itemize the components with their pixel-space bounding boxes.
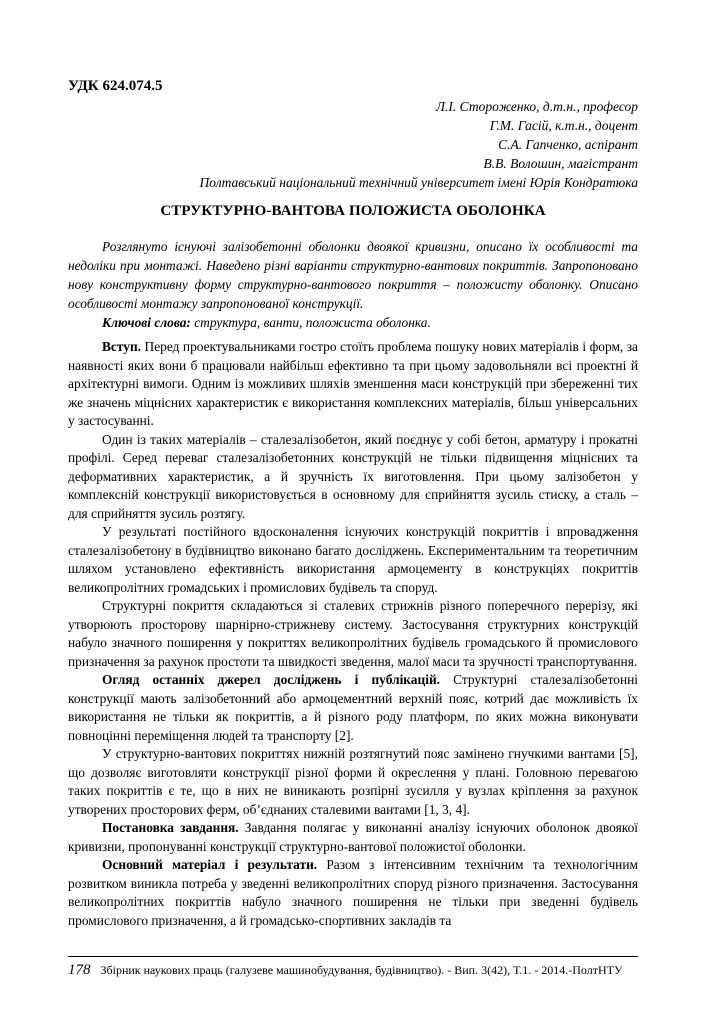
paragraph bbox=[68, 523, 638, 597]
paper-title: СТРУКТУРНО-ВАНТОВА ПОЛОЖИСТА ОБОЛОНКА bbox=[160, 203, 546, 219]
body-text bbox=[68, 338, 638, 930]
paragraph-text: Структурні покриття складаються зі сталевих стрижнів різного поперечного перерізу, які утворюють просторову шарнірно-стрижневу систему. Застосування структурних конструкцій набуло значного поширення у покриттях великопролітних будівель громадського й промислового призначення за рахунок простоти та швидкості зведення, малої маси та зручності транспортування. bbox=[68, 598, 638, 669]
paragraph-text: Завдання полягає у виконанні аналізу існуючих оболонок двоякої кривизни, пропонуванні конструкції структурно-вантової положистої оболонки. bbox=[68, 820, 638, 854]
paragraph-text: У результаті постійного вдосконалення існуючих конструкцій покриттів і впровадження сталезалізобетону в будівництво виконано багато досліджень. Експериментальним та теоретичним шляхом установлено ефективність використання армоцементу в конструкціях покриттів великопролітних громадських і промислових будівель та споруд. bbox=[68, 524, 638, 595]
journal-citation: Збірник наукових праць (галузеве машинобудування, будівництво). - Вип. 3(42), Т.1. - 2014.-ПолтНТУ bbox=[100, 963, 623, 977]
keywords-text: структура, ванти, положиста оболонка. bbox=[190, 315, 431, 330]
paragraph-text: Перед проектувальниками гостро стоїть проблема пошуку нових матеріалів і форм, за наявності яких вони б працювали найбільш ефективно та при цьому задовольняли всі проектні й архітектурні вимоги. Одним із можливих шляхів зменшення маси конструкцій при збереженні тих же значень міцнісних характеристик є використання комплексних матеріалів, більш універсальних у застосуванні. bbox=[68, 339, 638, 428]
paragraph bbox=[68, 856, 638, 930]
keywords-label: Ключові слова: bbox=[102, 315, 191, 330]
paragraph bbox=[68, 338, 638, 431]
paragraph bbox=[68, 745, 638, 819]
abstract-text: Розглянуто існуючі залізобетонні оболонки двоякої кривизни, описано їх особливості та недоліки при монтажі. Наведено різні варіанти структурно-вантових покриттів. Запропоновано нову конструктивну форму структурно-вантового покриття – положисту оболонку. Описано особливості монтажу запропонованої конструкції. bbox=[68, 239, 638, 311]
abstract bbox=[68, 237, 638, 332]
page-number: 178 bbox=[68, 962, 91, 978]
authors-block bbox=[200, 97, 638, 192]
paragraph bbox=[68, 431, 638, 524]
paragraph-lead: Огляд останніх джерел досліджень і публікацій. bbox=[102, 672, 441, 687]
footer-divider bbox=[68, 956, 638, 957]
affiliation: Полтавський національний технічний університет імені Юрія Кондратюка bbox=[199, 175, 638, 190]
author-line: Г.М. Гасій, к.т.н., доцент bbox=[489, 118, 638, 133]
paragraph bbox=[68, 671, 638, 745]
author-line: С.А. Гапченко, аспірант bbox=[498, 137, 638, 152]
udk-code: УДК 624.074.5 bbox=[68, 78, 163, 94]
paragraph-text: Разом з інтенсивним технічним та технологічним розвитком виникла потреба у зведенні великопролітних споруд різного призначення. Застосування великопролітних покриттів набуло значного поширення не тільки при зведенні будівель промислового призначення, а й громадсько-спортивних закладів та bbox=[68, 857, 638, 928]
paragraph-lead: Постановка завдання. bbox=[102, 820, 239, 835]
paragraph bbox=[68, 597, 638, 671]
paragraph-lead: Вступ. bbox=[102, 339, 142, 354]
paragraph-text: У структурно-вантових покриттях нижній розтягнутий пояс замінено гнучкими вантами [5], що дозволяє виготовляти конструкції різної форми й окреслення у плані. Головною перевагою таких покриттів є те, що в них не виникають розпірні зусилля у вузлах кріплення за рахунок утворених просторових ферм, об’єднаних сталевими вантами [1, 3, 4]. bbox=[68, 746, 638, 817]
paragraph-text: Один із таких матеріалів – сталезалізобетон, який поєднує у собі бетон, арматуру і прокатні профілі. Серед переваг сталезалізобетонних конструкцій не тільки підвищення міцнісних та деформативних характеристик, а й зручність їх виготовлення. При цьому залізобетон у комплексній конструкції використовується в основному для сприйняття зусиль стиску, а сталь – для сприйняття зусиль розтягу. bbox=[68, 431, 638, 521]
paragraph-lead: Основний матеріал і результати. bbox=[102, 857, 318, 872]
keywords bbox=[68, 313, 638, 332]
paragraph bbox=[68, 819, 638, 856]
author-line: В.В. Волошин, магістрант bbox=[483, 156, 638, 171]
paragraph-text: Структурні сталезалізобетонні конструкції мають залізобетонний або армоцементний верхній пояс, котрий дає можливість їх використання не тільки як покриттів, а й різного роду платформ, по яких можна виконувати повноцінні переміщення людей та транспорту [2]. bbox=[68, 672, 639, 743]
page-footer bbox=[68, 962, 638, 979]
author-line: Л.І. Стороженко, д.т.н., професор bbox=[435, 99, 638, 114]
